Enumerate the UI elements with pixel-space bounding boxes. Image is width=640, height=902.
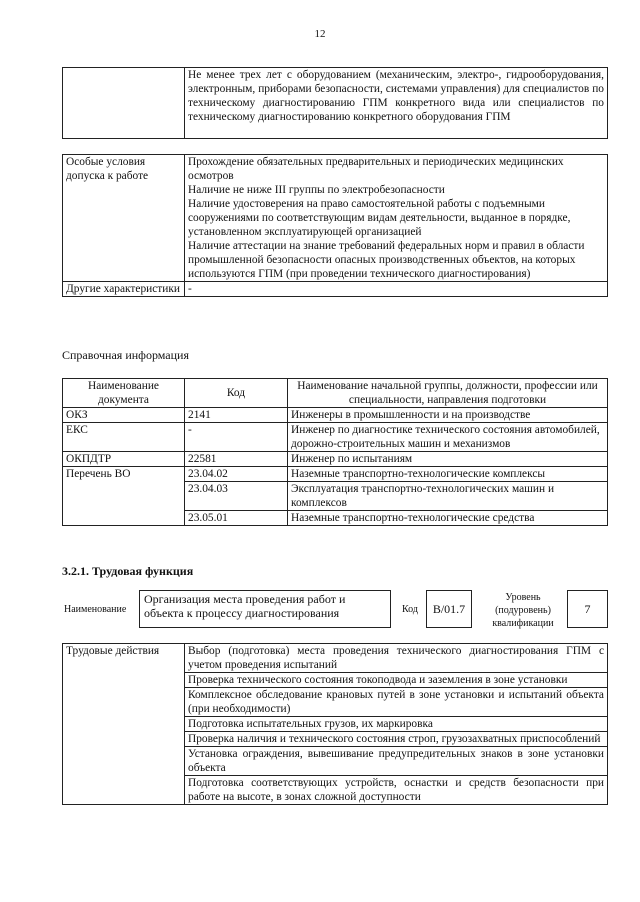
labor-actions-label: Трудовые действия: [63, 644, 185, 805]
admission-item: Наличие аттестации на знание требований федеральных норм и правил в области промышленной безопасности опасных производственных объектов, на которых используются ГПМ (при проведении технического диагностирования): [188, 240, 585, 280]
page-number: 12: [314, 28, 326, 40]
table-row: [63, 452, 608, 467]
header-doc: Наименование документа: [63, 379, 185, 408]
table-header-row: [63, 379, 608, 408]
cell-doc: Перечень ВО: [63, 467, 185, 526]
experience-table: [62, 67, 608, 139]
conditions-table: [62, 154, 608, 297]
table-row: [63, 282, 608, 297]
cell-code: 23.05.01: [185, 511, 288, 526]
cell-code: -: [185, 423, 288, 452]
labor-actions-table: [62, 643, 608, 805]
cell-name: Эксплуатация транспортно-технологических машин и комплексов: [288, 482, 608, 511]
name-label: Наименование: [64, 604, 127, 615]
labor-action-item: Комплексное обследование крановых путей в зоне установки и испытаний объекта (при необходимости): [185, 688, 608, 717]
cell-code: 23.04.03: [185, 482, 288, 511]
cell-doc: ЕКС: [63, 423, 185, 452]
cell-name: Инженер по испытаниям: [288, 452, 608, 467]
cell-doc: ОКЗ: [63, 408, 185, 423]
code-label: Код: [402, 604, 418, 615]
admission-item: Наличие не ниже III группы по электробезопасности: [188, 184, 445, 196]
function-code-box: B/01.7: [426, 590, 472, 628]
cell-name: Наземные транспортно-технологические средства: [288, 511, 608, 526]
admission-items: [185, 155, 608, 282]
cell-name: Инженер по диагностике технического состояния автомобилей, дорожно-строительных машин и механизмов: [288, 423, 608, 452]
cell-name: Наземные транспортно-технологические комплексы: [288, 467, 608, 482]
table-row: [63, 408, 608, 423]
table-row: [63, 423, 608, 452]
cell-code: 23.04.02: [185, 467, 288, 482]
other-label: Другие характеристики: [63, 282, 185, 297]
table-row: [63, 155, 608, 282]
cell-name: Инженеры в промышленности и на производстве: [288, 408, 608, 423]
level-value-box: 7: [567, 590, 608, 628]
labor-action-item: Установка ограждения, вывешивание предупредительных знаков в зоне установки объекта: [185, 747, 608, 776]
table-row: [63, 467, 608, 482]
admission-item: Наличие удостоверения на право самостоятельной работы с подъемными сооружениями по соответствующим видам деятельности, выданное в порядке, установленном эксплуатирующей организацией: [188, 198, 571, 238]
experience-cell: Не менее трех лет с оборудованием (механическим, электро-, гидрооборудования, электронным, приборами безопасности, системами управления) для специалистов по техническому диагностированию ГПМ конкретного вида или специалистов по техническому диагностированию конкретного оборудования ГПМ: [185, 68, 608, 139]
labor-action-item: Подготовка соответствующих устройств, оснастки и средств безопасности при работе на высоте, в зонах сложной доступности: [185, 776, 608, 805]
empty-label-cell: [63, 68, 185, 139]
admission-label: Особые условия допуска к работе: [63, 155, 185, 282]
labor-action-item: Проверка наличия и технического состояния строп, грузозахватных приспособлений: [185, 732, 608, 747]
admission-item: Прохождение обязательных предварительных и периодических медицинских осмотров: [188, 156, 564, 182]
other-value: -: [185, 282, 608, 297]
level-label: Уровень (подуровень) квалификации: [492, 592, 554, 629]
labor-action-item: Выбор (подготовка) места проведения технического диагностирования ГПМ с учетом проведения испытаний: [185, 644, 608, 673]
labor-function-heading: 3.2.1. Трудовая функция: [62, 564, 194, 578]
table-row: [63, 68, 608, 139]
reference-title: Справочная информация: [62, 348, 189, 362]
labor-action-item: Проверка технического состояния токоподвода и заземления в зоне установки: [185, 673, 608, 688]
reference-table: [62, 378, 608, 526]
labor-action-item: Подготовка испытательных грузов, их маркировка: [185, 717, 608, 732]
cell-doc: ОКПДТР: [63, 452, 185, 467]
table-row: [63, 644, 608, 673]
cell-code: 22581: [185, 452, 288, 467]
header-name: Наименование начальной группы, должности, профессии или специальности, направления подготовки: [288, 379, 608, 408]
header-code: Код: [185, 379, 288, 408]
cell-code: 2141: [185, 408, 288, 423]
function-name-box: Организация места проведения работ и объекта к процессу диагностирования: [139, 590, 391, 628]
